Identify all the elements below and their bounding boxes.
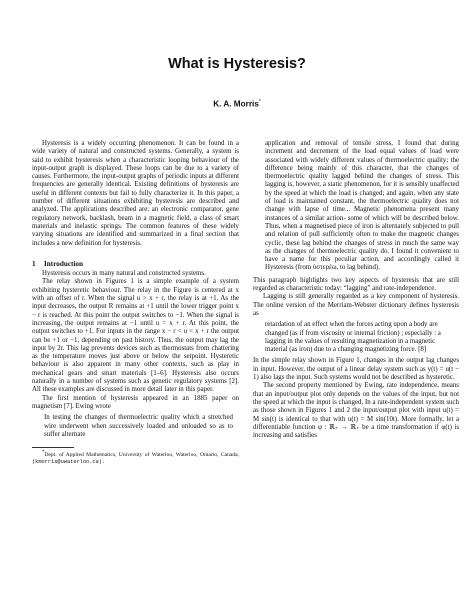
dictionary-definition: retardation of an effect when the forces acting upon a body are changed (as if from viscosity or internal friction) ; especially : a lagging in the values of resulting magnetization in a magnetic material (as iron) due to a changing magnetizing force. [8] (265, 321, 441, 354)
right-paragraph-1: This paragraph highlights two key aspects of hysteresis that are still regarded as characteristic today: “lagging” and rate-independence. (253, 276, 459, 293)
intro-paragraph-3: The first mention of hysteresis appeared in an 1885 paper on magnetism [7]. Ewing wrote (32, 394, 239, 410)
intro-paragraph-1: Hysteresis occurs in many natural and constructed systems. (42, 270, 206, 278)
ewing-quote (44, 414, 233, 439)
section-number: 1 (32, 259, 36, 268)
footnote-text: Dept. of Applied Mathematics, University of Waterloo, Waterloo, Ontario, Canada, (44, 451, 239, 458)
footnote-rule (32, 447, 74, 448)
footnote-email: (kmorris@uwaterloo.ca). (32, 458, 106, 465)
footnote (32, 450, 239, 465)
author-name: K. A. Morris (213, 99, 259, 109)
intro-paragraph-2: The relay shown in Figures 1 is a simple example of a system exhibiting hysteretic behaviour. The relay in the Figure is centered at x with an offset of r. When the signal u > x + r, the relay is at +1. As the input decreases, the output R remains at +1 until the lower trigger point x − r is reached. At this point the output switches to −1. When the signal is increasing, the output remains at −1 until u = x + r. At this point, the output switches to +1. For inputs in the range x − r < u < x + r the output can be +1 or −1, depending on past history. Thus, the output may lag the input by 2r. This lag prevents devices such as thermostats from chattering as the temperature moves just above or below the setpoint. Hysteretic behaviour is also apparent in many other contexts, such as play in mechanical gears and smart materials [1–6]. Hysteresis also occurs naturally in a number of systems such as genetic regulatory systems [2]. All these examples are discussed in more detail later in this paper. (32, 278, 239, 394)
right-paragraph-4: The second property mentioned by Ewing, rate independence, means that an input/output plot only depends on the values of the input, but not the speed at which the input is changed. In a rate-independent system such as those shown in Figures 1 and 2 the input/output plot with input u(t) = M sin(t) is identical to that with u(t) = M sin(10t). More formally, let a differentiable function φ : ℝ₊ → ℝ₊ be a time transformation if φ(t) is increasing and satisfies (253, 382, 459, 440)
dictionary-quote (265, 321, 459, 354)
section-heading (32, 260, 239, 268)
right-paragraph-3: In the simple relay shown in Figure 1, changes in the output lag changes in input. However, the output of a linear delay system such as y(t) = u(t − 1) also lags the input. Such systems would not be described as hysteretic. (253, 357, 459, 382)
right-paragraph-2: Lagging is still generally regarded as a key component of hysteresis. The online version of the Merriam-Webster dictionary defines hysteresis as (253, 293, 459, 317)
right-column (253, 140, 459, 440)
ewing-quote-start: In testing the changes of thermoelectric quality which a stretched wire underwent when successively loaded and unloaded so as to suffer alternate (44, 414, 233, 438)
left-column (32, 140, 239, 465)
author-footnote-mark: * (258, 99, 261, 105)
ewing-quote-body: application and removal of tensile stress, I found that during increment and decrement of the load equal values of load were associated with widely different values of thermoelectric quality; the difference being mainly of this character, that the changes of thermoelectric quality lagged behind the changes of stress. This lagging is, however, a static phenomenon, for it is sensibly unaffected by the speed at which the load is changed; and again, when any state of load is maintained constant, the thermoelectric quality does not change with lapse of time... Magnetic phenomena present many instances of a similar action- some of which will be described below. Thus, when a magnetised piece of iron is alternately subjected to pull and relation of pull sufficiently often to make the magnetic changes cyclic, these lag behind the changes of stress in much the same way as the changes of thermoelectric quality do. I found it convenient to have a name for this peculiar action, and accordingly called it Hysteresis (from ὑστερέω, to lag behind). (265, 140, 459, 272)
ewing-quote-continued (265, 140, 459, 273)
abstract: Hysteresis is a widely occurring phenomenon. It can be found in a wide variety of natural and constructed systems. Generally, a system is said to exhibit hysteresis when a characteristic looping behaviour of the input-output graph is displayed. These loops can be due to a variety of causes. Furthermore, the input-output graphs of periodic inputs at different frequencies are generally identical. Existing definitions of hysteresis are useful in different contexts but fail to fully characterize it. In this paper, a number of different situations exhibiting hysteresis are described and analyzed. The applications described are: an electronic comparator, gene regulatory network, backlash, beam in a magnetic field, a class of smart materials and inelastic springs. The common features of these widely varying situations are identified and summarized in a final section that includes a new definition for hysteresis. (32, 140, 239, 247)
author-line (0, 99, 474, 109)
paper-title: What is Hysteresis? (168, 56, 306, 72)
section-title: Introduction (44, 259, 84, 268)
footnote-mark: * (42, 450, 45, 456)
